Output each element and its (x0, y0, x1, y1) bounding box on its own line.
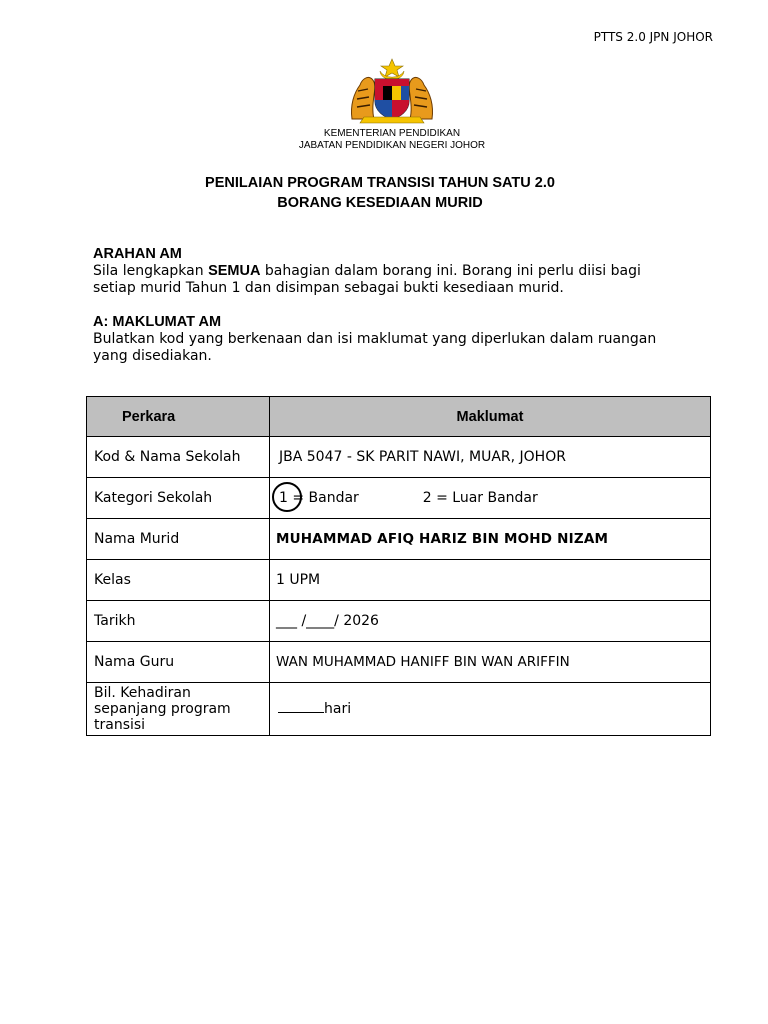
teacher-name-value (270, 642, 711, 683)
arahan-text-emphasis: SEMUA (208, 263, 261, 279)
student-name-value (270, 519, 711, 560)
school-code-name-value (270, 437, 711, 478)
attendance-unit: hari (324, 701, 352, 717)
attendance-blank-line (278, 711, 324, 713)
row-label-kategori: Kategori Sekolah (87, 478, 270, 519)
row-label-sekolah: Kod & Nama Sekolah (87, 437, 270, 478)
column-header-perkara: Perkara (87, 397, 270, 437)
row-label-kehadiran: Bil. Kehadiran sepanjang program transisi (87, 683, 270, 736)
column-header-maklumat: Maklumat (270, 397, 711, 437)
teacher-name-text: WAN MUHAMMAD HANIFF BIN WAN ARIFFIN (276, 654, 570, 670)
row-label-tarikh: Tarikh (87, 601, 270, 642)
table-row (87, 683, 711, 736)
row-label-kelas: Kelas (87, 560, 270, 601)
ministry-name: KEMENTERIAN PENDIDIKAN (323, 128, 461, 139)
document-reference: PTTS 2.0 JPN JOHOR (593, 30, 713, 44)
row-label-guru: Nama Guru (87, 642, 270, 683)
school-value-text: JBA 5047 - SK PARIT NAWI, MUAR, JOHOR (279, 449, 566, 465)
attendance-value[interactable] (270, 683, 711, 736)
row-label-murid: Nama Murid (87, 519, 270, 560)
table-row (87, 560, 711, 601)
category-option-luar-bandar[interactable]: 2 = Luar Bandar (422, 490, 538, 506)
arahan-text-end: bahagian dalam borang ini. Borang ini perlu diisi bagi setiap murid Tahun 1 dan disimpan sebagai bukti kesediaan murid. (93, 263, 641, 296)
school-category-value (270, 478, 711, 519)
table-row (87, 437, 711, 478)
arahan-section (93, 246, 683, 297)
maklumat-section (93, 314, 683, 365)
table-row (87, 519, 711, 560)
student-name-text: MUHAMMAD AFIQ HARIZ BIN MOHD NIZAM (276, 531, 609, 547)
table-row (87, 601, 711, 642)
ministry-heading (0, 128, 768, 152)
title-line-2: BORANG KESEDIAAN MURID (277, 195, 483, 211)
malaysia-coat-of-arms-icon (342, 57, 442, 125)
document-title (0, 173, 760, 213)
category-option-bandar-label: 1 = Bandar (279, 490, 359, 506)
department-name: JABATAN PENDIDIKAN NEGERI JOHOR (298, 140, 486, 151)
maklumat-heading: A: MAKLUMAT AM (93, 314, 222, 330)
table-row (87, 478, 711, 519)
date-value[interactable]: ___ /____/ 2026 (270, 601, 711, 642)
table-row (87, 642, 711, 683)
selected-circle-mark (272, 482, 302, 512)
arahan-text (93, 263, 683, 297)
table-header-row (87, 397, 711, 437)
category-option-bandar[interactable] (276, 490, 359, 506)
title-line-1: PENILAIAN PROGRAM TRANSISI TAHUN SATU 2.0 (205, 175, 555, 191)
class-value: 1 UPM (270, 560, 711, 601)
student-info-table (86, 396, 711, 736)
maklumat-text: Bulatkan kod yang berkenaan dan isi maklumat yang diperlukan dalam ruangan yang disediakan. (93, 331, 657, 364)
arahan-text-start: Sila lengkapkan (93, 263, 209, 279)
arahan-heading: ARAHAN AM (93, 246, 182, 262)
